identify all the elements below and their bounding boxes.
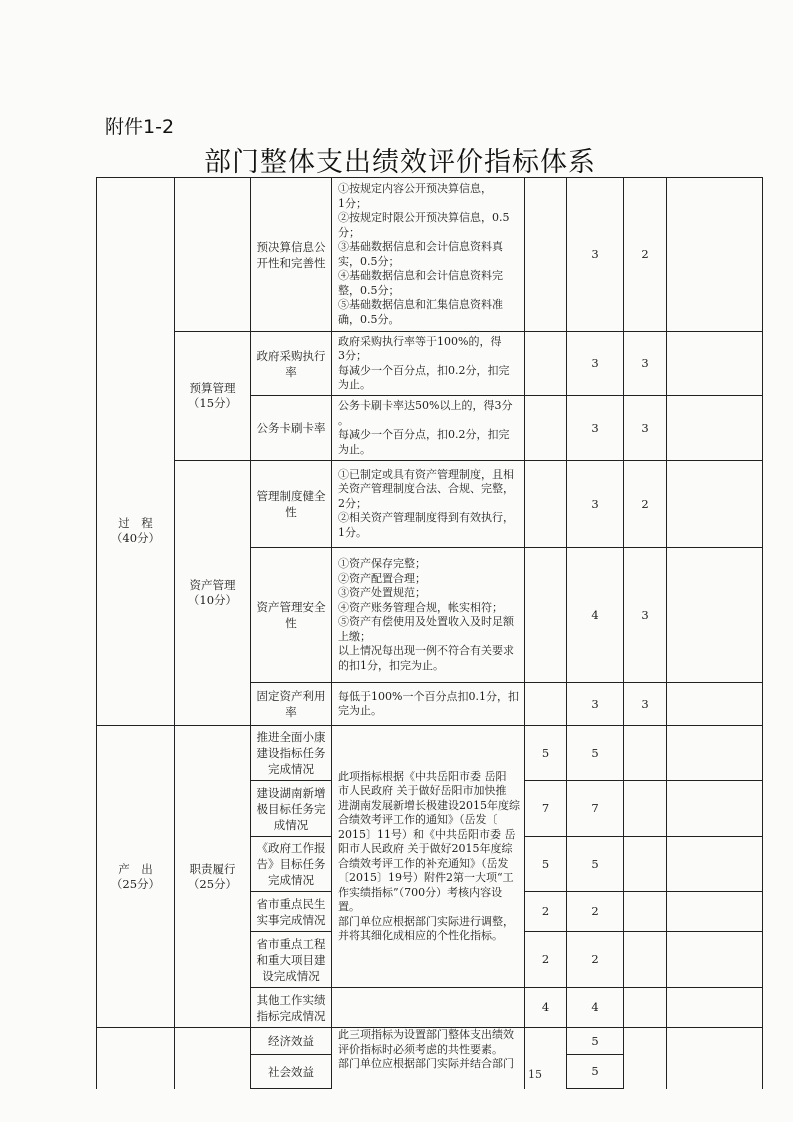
weight-cell: 7 (525, 781, 567, 837)
criteria-cell: 公务卡刷卡率达50%以上的，得3分 。 每减少一个百分点，扣0.2分，扣完 为止。 (332, 396, 525, 461)
score-cell: 3 (624, 548, 667, 683)
criteria-cell: ①已制定或具有资产管理制度，且相 关资产管理制度合法、合规、完整， 2分； ②相关资产管理制度得到有效执行， 1分。 (332, 461, 525, 548)
remark-cell (667, 683, 763, 726)
output-group: 产 出 （25分） (97, 726, 175, 1028)
spacer-cell (525, 461, 567, 548)
indicator-cell: 经济效益 (251, 1028, 332, 1055)
criteria-cell (332, 988, 525, 1028)
spacer-cell (525, 683, 567, 726)
score-cell: 7 (567, 781, 624, 837)
remark-cell (667, 781, 763, 837)
merged-criteria-cell: 此项指标根据《中共岳阳市委 岳阳 市人民政府 关于做好岳阳市加快推 进湖南发展新增长极建设2015年度综 合绩效考评工作的通知》（岳发〔 2015〕11号）和《中共岳阳市委 岳 阳市人民政府 关于做好2015年度综 合绩效考评工作的补充通知》（岳发 〔2015〕19号）附件2第一大项“工 作实绩指标”（700分）考核内容设 置。 部门单位应根据部门实际进行调整， 并将其细化成相应的个性化指标。 (332, 726, 525, 988)
spacer-cell (624, 932, 667, 988)
score-cell: 5 (567, 726, 624, 781)
score-cell: 3 (624, 396, 667, 461)
score-cell: 3 (624, 683, 667, 726)
duty-group: 职责履行 （25分） (175, 726, 251, 1028)
page-title: 部门整体支出绩效评价指标体系 (204, 147, 596, 178)
weight-cell: 5 (525, 726, 567, 781)
score-cell: 4 (567, 988, 624, 1028)
weight-cell: 2 (525, 932, 567, 988)
remark-cell (667, 726, 763, 781)
table-row (97, 178, 763, 332)
score-cell: 2 (567, 932, 624, 988)
table-row (97, 726, 763, 781)
spacer-cell (624, 988, 667, 1028)
spacer-cell (525, 178, 567, 332)
criteria-cell: 政府采购执行率等于100%的，得 3分； 每减少一个百分点，扣0.2分，扣完 为止。 (332, 332, 525, 396)
table-row (97, 1028, 763, 1055)
spacer-cell (624, 837, 667, 892)
level1-cell (97, 178, 175, 726)
level2-cell (175, 1028, 251, 1089)
weight-cell: 3 (567, 683, 624, 726)
weight-cell: 3 (567, 396, 624, 461)
budget-mgmt-group: 预算管理 （15分） (175, 332, 251, 461)
partial-weight: 15 (528, 1068, 542, 1081)
attachment-label: 附件1-2 (105, 116, 175, 138)
spacer-cell (624, 781, 667, 837)
weight-cell: 3 (567, 178, 624, 332)
remark-cell (667, 396, 763, 461)
score-cell: 5 (567, 1055, 624, 1089)
remark-cell (667, 892, 763, 932)
indicator-cell: 推进全面小康建设指标任务完成情况 (251, 726, 332, 781)
indicator-cell: 其他工作实绩指标完成情况 (251, 988, 332, 1028)
criteria-cell: 每低于100%一个百分点扣0.1分，扣 完为止。 (332, 683, 525, 726)
indicator-cell: 省市重点工程和重大项目建设完成情况 (251, 932, 332, 988)
weight-cell: 2 (525, 892, 567, 932)
indicator-cell: 预决算信息公开性和完善性 (251, 178, 332, 332)
indicator-cell: 社会效益 (251, 1055, 332, 1089)
table-row (97, 461, 763, 548)
weight-cell: 4 (525, 988, 567, 1028)
indicator-cell: 管理制度健全性 (251, 461, 332, 548)
weight-cell: 4 (567, 548, 624, 683)
criteria-cell: ①资产保存完整； ②资产配置合理； ③资产处置规范； ④资产账务管理合规，帐实相符； ⑤资产有偿使用及处置收入及时足额 上缴； 以上情况每出现一例不符合有关要求 的扣1分，扣完为止。 (332, 548, 525, 683)
table-row (97, 332, 763, 396)
remark-cell (667, 548, 763, 683)
spacer-cell (624, 892, 667, 932)
score-cell: 5 (567, 1028, 624, 1055)
score-cell: 3 (624, 332, 667, 396)
remark-cell (667, 837, 763, 892)
score-cell: 2 (624, 178, 667, 332)
spacer-cell (525, 548, 567, 683)
spacer-cell (525, 396, 567, 461)
process-group: 过 程 （40分） (110, 516, 161, 545)
weight-cell: 3 (567, 461, 624, 548)
weight-cell: 5 (525, 837, 567, 892)
remark-cell (667, 461, 763, 548)
indicator-cell: 省市重点民生实事完成情况 (251, 892, 332, 932)
remark-cell (667, 178, 763, 332)
spacer-cell (525, 332, 567, 396)
indicator-cell: 《政府工作报告》目标任务完成情况 (251, 837, 332, 892)
indicator-cell: 建设湖南新增极目标任务完成情况 (251, 781, 332, 837)
weight-cell: 3 (567, 332, 624, 396)
level2-cell (175, 178, 251, 332)
indicator-cell: 固定资产利用率 (251, 683, 332, 726)
score-cell: 5 (567, 837, 624, 892)
criteria-cell: ①按规定内容公开预决算信息， 1分； ②按规定时限公开预决算信息，0.5 分； ③基础数据信息和会计信息资料真 实，0.5分； ④基础数据信息和会计信息资料完 整，0.5分； ⑤基础数据信息和汇集信息资料准 确，0.5分。 (332, 178, 525, 332)
merged-criteria-cell: 此三项指标为设置部门整体支出绩效 评价指标时必须考虑的共性要素。 部门单位应根据部门实际并结合部门 (332, 1028, 525, 1089)
indicator-cell: 资产管理安全性 (251, 548, 332, 683)
remark-cell (667, 1028, 763, 1089)
indicator-cell: 公务卡刷卡率 (251, 396, 332, 461)
indicator-table (96, 177, 763, 1089)
spacer-cell (624, 726, 667, 781)
remark-cell (667, 988, 763, 1028)
remark-cell (667, 332, 763, 396)
spacer-cell (624, 1028, 667, 1089)
asset-mgmt-group: 资产管理 （10分） (175, 461, 251, 726)
score-cell: 2 (567, 892, 624, 932)
level1-cell (97, 1028, 175, 1089)
remark-cell (667, 932, 763, 988)
indicator-cell: 政府采购执行率 (251, 332, 332, 396)
score-cell: 2 (624, 461, 667, 548)
